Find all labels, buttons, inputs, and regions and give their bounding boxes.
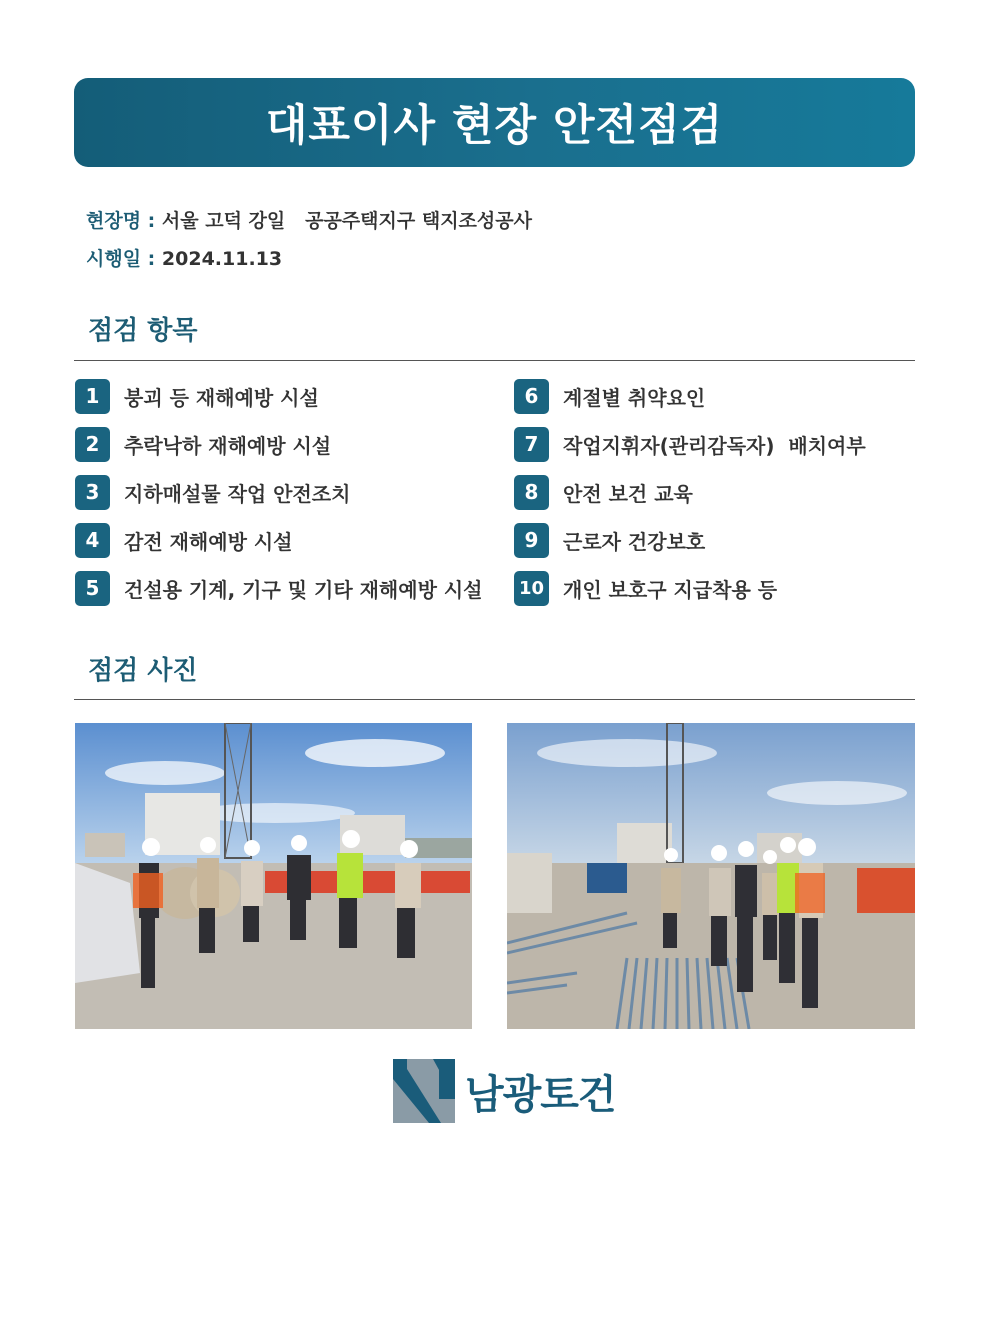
item-number-badge: 5 bbox=[75, 571, 110, 606]
company-logo bbox=[393, 1059, 616, 1123]
site-info bbox=[86, 206, 532, 233]
inspection-item bbox=[75, 522, 293, 558]
item-number-badge: 3 bbox=[75, 475, 110, 510]
item-number-badge: 10 bbox=[514, 571, 549, 606]
company-logo-text: 남광토건 bbox=[465, 1071, 616, 1118]
item-number-badge: 9 bbox=[514, 523, 549, 558]
item-number-badge: 6 bbox=[514, 379, 549, 414]
inspection-photo-2 bbox=[507, 723, 915, 1029]
item-label: 개인 보호구 지급착용 등 bbox=[563, 577, 778, 602]
company-logo-mark-icon bbox=[393, 1059, 455, 1123]
section-divider bbox=[74, 360, 915, 361]
inspection-item bbox=[514, 522, 705, 558]
inspection-item bbox=[514, 474, 693, 510]
inspection-item bbox=[514, 426, 866, 462]
site-label: 현장명 : bbox=[86, 210, 156, 232]
item-label: 추락낙하 재해예방 시설 bbox=[124, 433, 332, 458]
date-info bbox=[86, 244, 282, 271]
item-number-badge: 8 bbox=[514, 475, 549, 510]
item-label: 안전 보건 교육 bbox=[563, 481, 693, 506]
title-banner bbox=[74, 78, 915, 167]
item-label: 작업지휘자(관리감독자) 배치여부 bbox=[563, 433, 866, 458]
site-value: 서울 고덕 강일 공공주택지구 택지조성공사 bbox=[161, 210, 532, 232]
inspection-item bbox=[514, 570, 777, 606]
photos-heading: 점검 사진 bbox=[88, 656, 198, 686]
date-label: 시행일 : bbox=[86, 248, 156, 270]
inspection-item bbox=[75, 378, 319, 414]
item-label: 근로자 건강보호 bbox=[563, 529, 706, 554]
inspection-item bbox=[75, 426, 331, 462]
date-value: 2024.11.13 bbox=[161, 248, 283, 270]
item-label: 건설용 기계, 기구 및 기타 재해예방 시설 bbox=[124, 577, 483, 602]
inspection-item bbox=[75, 474, 350, 510]
page-title: 대표이사 현장 안전점검 bbox=[265, 101, 724, 151]
item-number-badge: 7 bbox=[514, 427, 549, 462]
inspection-item bbox=[514, 378, 705, 414]
item-label: 감전 재해예방 시설 bbox=[124, 529, 293, 554]
inspection-item bbox=[75, 570, 483, 606]
item-label: 붕괴 등 재해예방 시설 bbox=[124, 385, 319, 410]
item-number-badge: 4 bbox=[75, 523, 110, 558]
item-label: 계절별 취약요인 bbox=[563, 385, 706, 410]
inspection-heading: 점검 항목 bbox=[88, 316, 198, 346]
section-divider bbox=[74, 699, 915, 700]
item-number-badge: 1 bbox=[75, 379, 110, 414]
inspection-photo-1 bbox=[75, 723, 472, 1029]
item-number-badge: 2 bbox=[75, 427, 110, 462]
item-label: 지하매설물 작업 안전조치 bbox=[124, 481, 351, 506]
